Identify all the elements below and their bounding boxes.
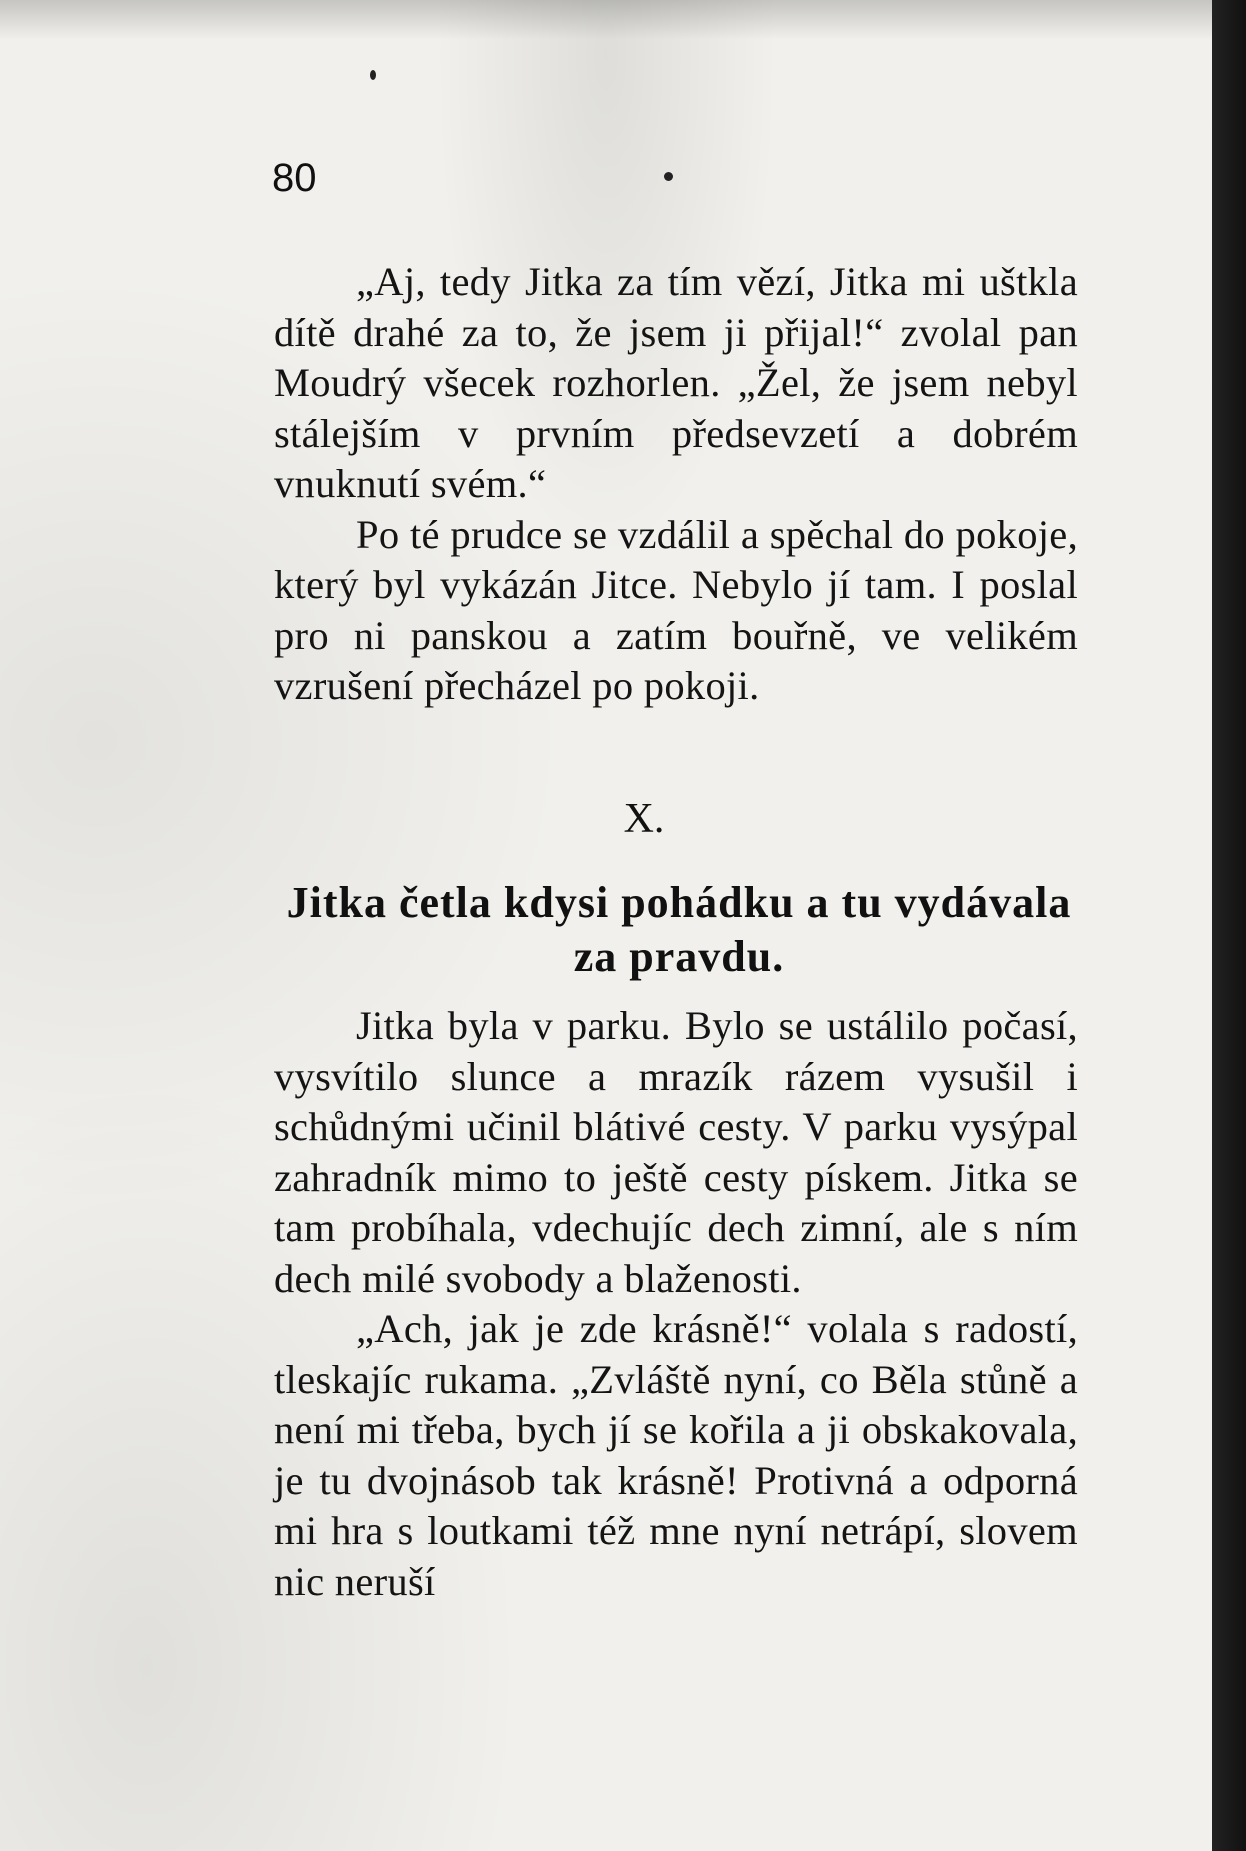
page-top-shadow [0,0,1212,40]
ink-speck [370,70,376,80]
chapter-number: X. [623,796,665,842]
ink-speck [664,172,673,181]
page-number: 80 [272,156,317,200]
scan-border [1212,0,1246,1851]
paragraph: Po té prudce se vzdálil a spěchal do pokoje, který byl vykázán Jitce. Nebylo jí tam. I poslal pro ni panskou a zatím bouřně, ve velikém vzrušení přecházel po pokoji. [274,511,1078,708]
paragraph: Jitka byla v parku. Bylo se ustálilo počasí, vysvítilo slunce a mrazík rázem vysušil i schůdnými učinil blátivé cesty. V parku vysýpal zahradník mimo to ještě cesty pískem. Jitka se tam probíhala, vdechujíc dech zimní, ale s ním dech milé svobody a blaženosti. [274,1003,1078,1301]
paragraph: „Ach, jak je zde krásně!“ volala s radostí, tleskajíc rukama. „Zvláště nyní, co Běla stůně a není mi třeba, bych jí se kořila a ji obskakovala, je tu dvojnásob tak krásně! Protivná a odporná mi hra s loutkami též mne nyní netrápí, slovem nic neruší [274,1306,1078,1604]
text-after-chapter [274,1001,1078,1607]
paragraph: „Aj, tedy Jitka za tím vězí, Jitka mi uštkla dítě drahé za to, že jsem ji přijal!“ zvolal pan Moudrý všecek rozhorlen. „Žel, že jsem nebyl stálejším v prvním předsevzetí a dobrém vnuknutí svém.“ [274,259,1078,506]
chapter-title: Jitka četla kdysi pohádku a tu vydávala za pravdu. [286,878,1072,981]
text-before-chapter [274,257,1078,712]
